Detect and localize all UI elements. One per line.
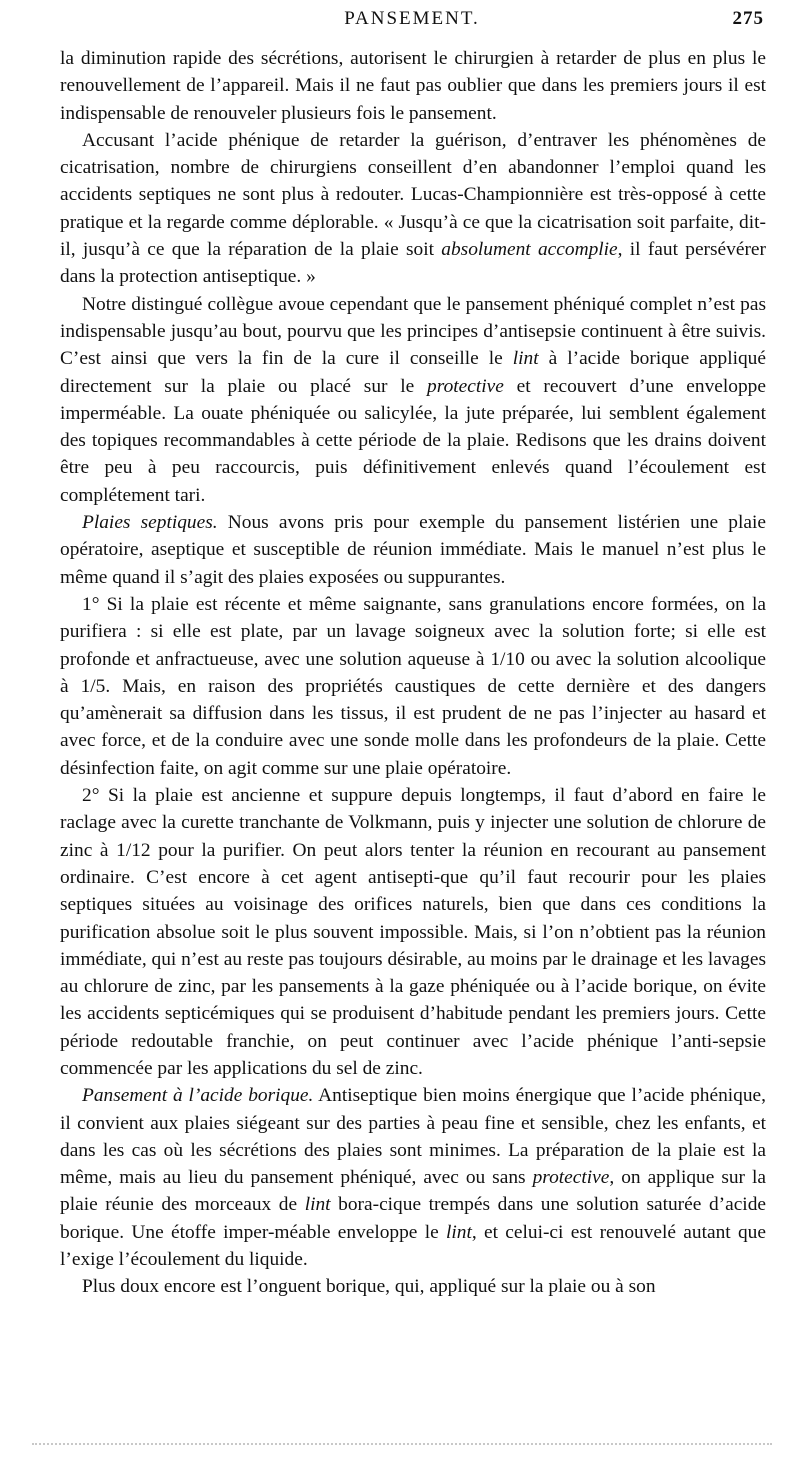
text-run: Notre distingué collègue avoue cependant que le pansement phéniqué complet n’est pas indispensable jusqu’au bout, pourvu que les principes d’antisepsie continuent à être suivis. C’est ainsi que vers la fin de la cure il conseille le <box>60 293 766 370</box>
text-run: et recouvert d’une enveloppe imperméable. La ouate phéniquée ou salicylée, la jute préparée, lui semblent également des topiques recommandables à cette période de la plaie. Redisons que les drains doivent être peu à peu raccourcis, puis définitivement enlevés quand l’écoulement est complétement tari. <box>60 375 766 506</box>
italic-term: lint <box>446 1221 472 1243</box>
text-run: Plus doux encore est l’onguent borique, qui, appliqué sur la plaie ou à son <box>82 1276 656 1298</box>
paragraph <box>60 1273 766 1300</box>
italic-term: protective <box>427 375 504 397</box>
text-run: la diminution rapide des sécrétions, autorisent le chirurgien à retarder de plus en plus le renouvellement de l’appareil. Mais il ne faut pas oublier que dans les premiers jours il est indispensable de renouveler plusieurs fois le pansement. <box>60 48 766 124</box>
paragraph <box>60 509 766 591</box>
page-number: 275 <box>732 8 764 29</box>
text-run: , il faut persévérer dans la protection antiseptique. » <box>60 239 766 288</box>
text-run: 1° Si la plaie est récente et même saignante, sans granulations encore formées, on la purifiera : si elle est plate, par un lavage soigneux avec la solution forte; si elle est profonde et anfractueuse, avec une solution aqueuse à 1/10 ou avec la solution alcoolique à 1/5. Mais, en raison des propriétés caustiques de cette dernière et des dangers qu’amènerait sa diffusion dans les tissus, il est prudent de ne pas l’injecter au hasard et avec force, et de la conduire avec une sonde molle dans les profondeurs de la plaie. Cette désinfection faite, on agit comme sur une plaie opératoire. <box>60 593 766 779</box>
italic-term: Plaies septiques. <box>82 512 218 534</box>
text-run: Antiseptique bien moins énergique que l’acide phénique, il convient aux plaies siégeant sur des parties à peau fine et sensible, chez les enfants, et dans les cas où les sécrétions des plaies sont minimes. La préparation de la plaie est la même, mais au lieu du pansement phéniqué, avec ou sans <box>60 1085 766 1189</box>
italic-term: absolument accomplie <box>441 239 618 261</box>
text-run: à l’acide borique appliqué directement sur la plaie ou placé sur le <box>60 348 766 397</box>
paragraph <box>60 782 766 1082</box>
text-run: Accusant l’acide phénique de retarder la guérison, d’entraver les phénomènes de cicatrisation, nombre de chirurgiens conseillent d’en abandonner l’emploi quand les accidents septiques ne sont plus à redouter. Lucas-Championnière est très-opposé à cette pratique et la regarde comme déplorable. « Jusqu’à ce que la cicatrisation soit parfaite, dit-il, jusqu’à ce que la réparation de la plaie soit <box>60 129 766 261</box>
italic-term: protective <box>532 1167 610 1189</box>
italic-term: lint <box>304 1194 331 1216</box>
paragraph <box>60 127 766 291</box>
paragraph <box>60 591 766 782</box>
text-run: , et celui-ci est renouvelé autant que l’exige l’écoulement du liquide. <box>60 1221 766 1271</box>
italic-term: Pansement à l’acide borique. <box>82 1085 314 1107</box>
footer-dotted-rule <box>32 1443 772 1445</box>
running-title: PANSEMENT. <box>344 8 480 29</box>
text-run: Nous avons pris pour exemple du pansement listérien une plaie opératoire, aseptique et susceptible de réunion immédiate. Mais le manuel n’est plus le même quand il s’agit des plaies exposées ou suppurantes. <box>60 512 766 588</box>
paragraph <box>60 45 766 127</box>
text-run: bora-cique trempés dans une solution saturée d’acide borique. Une étoffe imper-méable enveloppe le <box>60 1194 766 1243</box>
text-run: , on applique sur la plaie réunie des morceaux de <box>60 1167 766 1216</box>
running-head <box>60 8 764 42</box>
paragraph <box>60 1082 766 1273</box>
paragraph <box>60 291 766 509</box>
text-run: 2° Si la plaie est ancienne et suppure depuis longtemps, il faut d’abord en faire le raclage avec la curette tranchante de Volkmann, puis y injecter une solution de chlorure de zinc à 1/12 pour la purifier. On peut alors tenter la réunion en recourant au pansement ordinaire. C’est encore à cet agent antisepti-que qu’il faut recourir pour les plaies septiques situées au voisinage des orifices naturels, bien que dans ces conditions la purification absolue soit le plus souvent impossible. Mais, si l’on n’obtient pas la réunion immédiate, qui n’est au reste pas toujours désirable, au moins par le drainage et les lavages au chlorure de zinc, par les pansements à la gaze phéniquée ou à l’acide borique, on évite les accidents septicémiques qui se produisent d’habitude pendant les premiers jours. Cette période redoutable franchie, on peut continuer avec l’acide phénique l’anti-sepsie commencée par les applications du sel de zinc. <box>60 785 766 1079</box>
body-text <box>60 45 766 1301</box>
italic-term: lint <box>512 348 539 370</box>
